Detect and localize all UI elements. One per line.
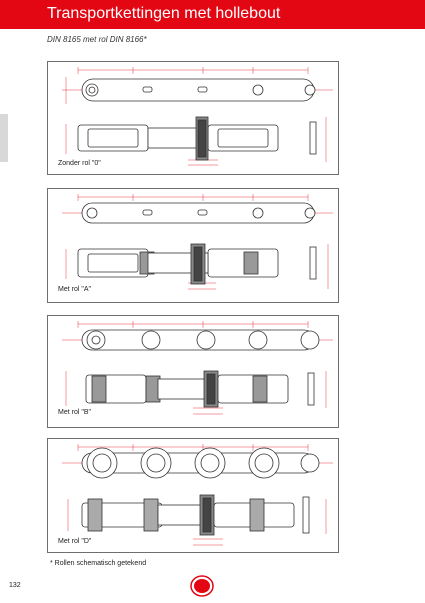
top-view (82, 495, 309, 535)
panel-label: Met rol "A" (58, 286, 91, 293)
chain-drawing (48, 189, 338, 302)
panel-label: Met rol "B" (58, 409, 91, 416)
page-subtitle: DIN 8165 met rol DIN 8166* (47, 35, 147, 44)
page-title: Transportkettingen met hollebout (47, 5, 281, 22)
chain-drawing (48, 439, 338, 552)
chain-drawing (48, 316, 338, 427)
header-bar (0, 0, 425, 29)
top-view (86, 371, 314, 407)
top-view (78, 117, 316, 160)
panel-label: Met rol "D" (58, 538, 92, 545)
side-view (82, 448, 319, 478)
top-view (78, 244, 316, 284)
drawing-panel-zonder-rol (47, 61, 339, 175)
drawing-panel-rol-b (47, 315, 339, 428)
panel-label: Zonder rol "0" (58, 160, 101, 167)
kobo-logo (190, 575, 214, 597)
side-tab-marker (0, 114, 8, 162)
side-view (82, 330, 319, 350)
footnote: * Rollen schematisch getekend (50, 560, 147, 567)
side-view (82, 203, 315, 223)
chain-drawing (48, 62, 338, 174)
side-view (82, 79, 315, 101)
drawing-panel-rol-a (47, 188, 339, 303)
page-number: 132 (9, 582, 21, 589)
drawing-panel-rol-d (47, 438, 339, 553)
